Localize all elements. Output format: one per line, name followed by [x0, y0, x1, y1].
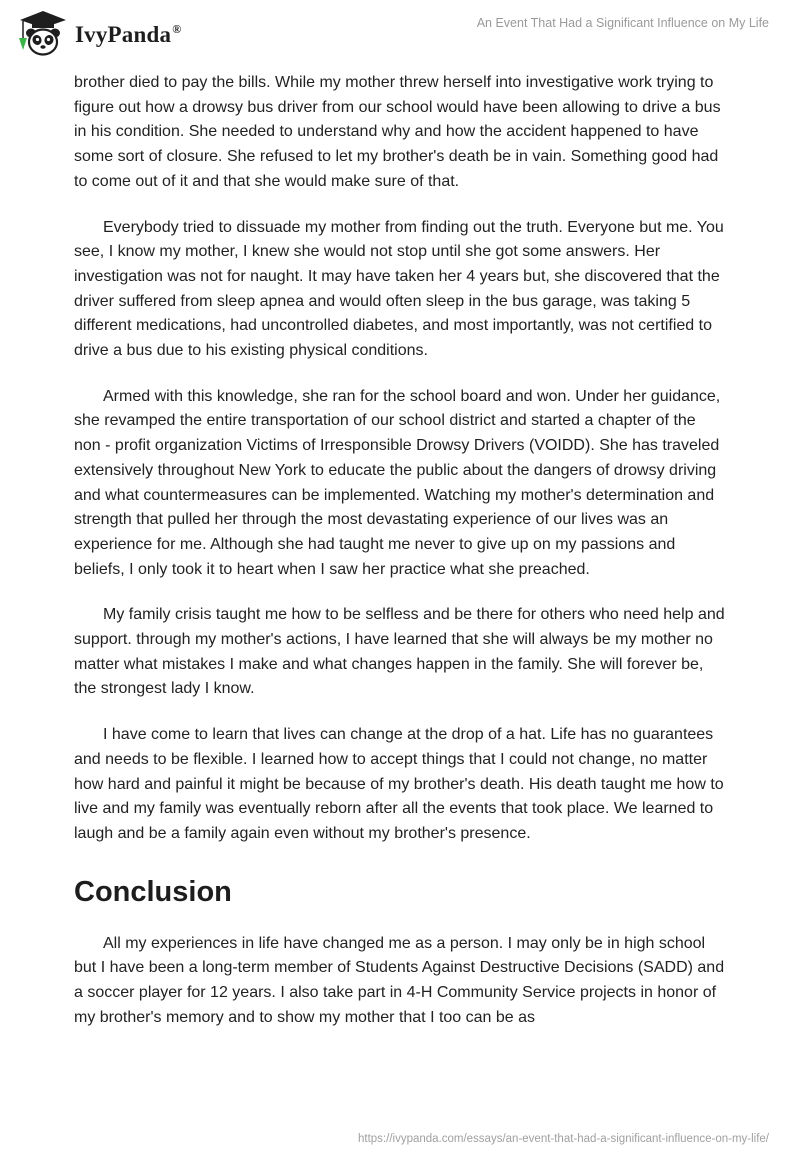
essay-paragraph: brother died to pay the bills. While my mother threw herself into investigative work trying to figure out how a drowsy bus driver from our school would have been allowing to drive a bus in his condition. She needed to understand why and how the accident happened to have some sort of closure. She refused to let my brother's death be in vain. Something good had to come out of it and that she would make sure of that.	[74, 74, 721, 190]
essay-paragraph: My family crisis taught me how to be selfless and be there for others who need help and support. through my mother's actions, I have learned that she will always be my mother no matter what mistakes I make and what changes happen in the family. She will forever be, the strongest lady I know.	[74, 606, 725, 698]
conclusion-heading: Conclusion	[74, 875, 232, 908]
registered-mark: ®	[172, 22, 182, 37]
running-title: An Event That Had a Significant Influence on My Life	[476, 16, 769, 30]
ivypanda-logo[interactable]	[14, 8, 181, 58]
source-url[interactable]: https://ivypanda.com/essays/an-event-that-had-a-significant-influence-on-my-life/	[358, 1133, 769, 1145]
essay-body	[74, 71, 726, 1052]
panda-graduate-icon	[14, 8, 72, 58]
page-header	[0, 0, 800, 70]
essay-paragraph: Everybody tried to dissuade my mother from finding out the truth. Everyone but me. You see, I know my mother, I knew she would not stop until she got some answers. Her investigation was not for naught. It may have taken her 4 years but, she discovered that the driver suffered from sleep apnea and would often sleep in the bus garage, was taking 5 different medications, had uncontrolled diabetes, and most importantly, was not certified to drive a bus due to his existing physical conditions.	[74, 218, 724, 360]
essay-paragraph: I have come to learn that lives can change at the drop of a hat. Life has no guarantees and needs to be flexible. I learned how to accept things that I could not change, no matter how hard and painful it might be because of my brother's death. His death taught me how to live and my family was eventually reborn after all the events that took place. We learned to laugh and be a family again even without my brother's presence.	[74, 726, 724, 842]
essay-paragraph: Armed with this knowledge, she ran for the school board and won. Under her guidance, she revamped the entire transportation of our school district and started a chapter of the non - profit organization Victims of Irresponsible Drowsy Drivers (VOIDD). She has traveled extensively throughout New York to educate the public about the dangers of drowsy driving and what countermeasures can be implemented. Watching my mother's determination and strength that pulled her through the most devastating experience of our lives was an experience for me. Although she had taught me never to give up on my passions and beliefs, I only took it to heart when I saw her practice what she preached.	[74, 387, 721, 578]
brand-name: IvyPanda®	[75, 22, 182, 47]
essay-paragraph: All my experiences in life have changed me as a person. I may only be in high school but I have been a long-term member of Students Against Destructive Decisions (SADD) and a soccer player for 12 years. I also take part in 4-H Community Service projects in honor of my brother's memory and to show my mother that I too can be as	[74, 934, 725, 1026]
